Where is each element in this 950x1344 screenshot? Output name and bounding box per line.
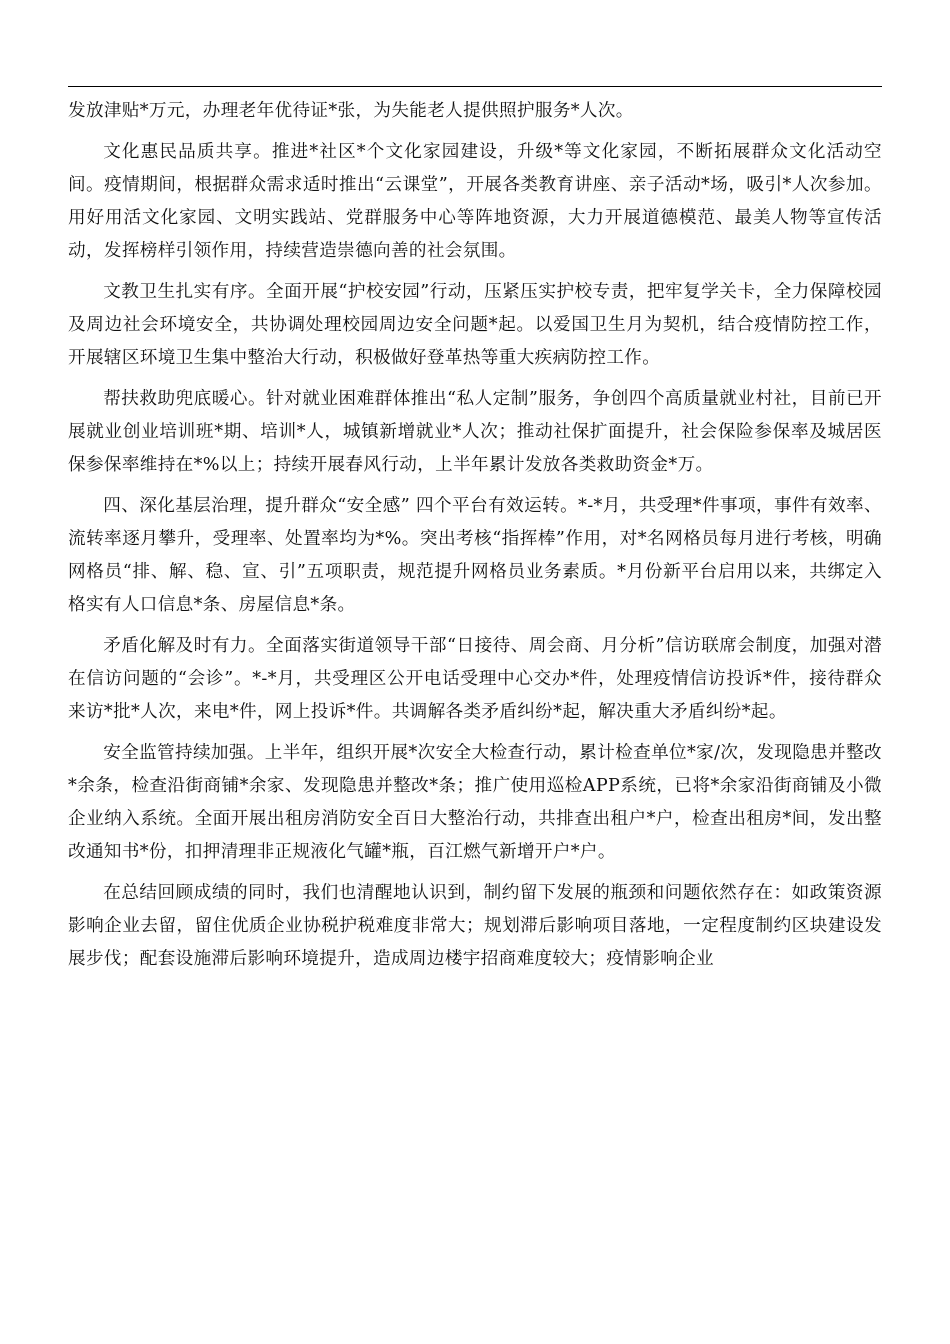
- paragraph-assistance: 帮扶救助兜底暖心。针对就业困难群体推出“私人定制”服务，争创四个高质量就业村社，目前已开展就业创业培训班*期、培训*人，城镇新增就业*人次；推动社保扩面提升，社会保险参保率及城居医保参保率维持在*%以上；持续开展春风行动，上半年累计发放各类救助资金*万。: [68, 389, 882, 475]
- header-rule: [68, 86, 882, 87]
- paragraph-summary: 在总结回顾成绩的同时，我们也清醒地认识到，制约留下发展的瓶颈和问题依然存在：如政策资源影响企业去留，留住优质企业协税护税难度非常大；规划滞后影响项目落地，一定程度制约区块建设发展步伐；配套设施滞后影响环境提升，造成周边楼宇招商难度较大；疫情影响企业: [68, 883, 882, 969]
- paragraph-safety-supervision: 安全监管持续加强。上半年，组织开展*次安全大检查行动，累计检查单位*家/次，发现隐患并整改*余条，检查沿街商铺*余家、发现隐患并整改*条；推广使用巡检APP系统，已将*余家沿街商铺及小微企业纳入系统。全面开展出租房消防安全百日大整治行动，共排查出租户*户，检查出租房*间，发出整改通知书*份，扣押清理非正规液化气罐*瓶，百江燃气新增开户*户。: [68, 743, 882, 862]
- paragraph-dispute-resolution: 矛盾化解及时有力。全面落实街道领导干部“日接待、周会商、月分析”信访联席会制度，加强对潜在信访问题的“会诊”。*-*月，共受理区公开电话受理中心交办*件，处理疫情信访投诉*件，接待群众来访*批*人次，来电*件，网上投诉*件。共调解各类矛盾纠纷*起，解决重大矛盾纠纷*起。: [68, 636, 882, 722]
- document-body: [68, 95, 882, 984]
- paragraph-governance: 四、深化基层治理，提升群众“安全感” 四个平台有效运转。*-*月，共受理*件事项，事件有效率、流转率逐月攀升，受理率、处置率均为*%。突出考核“指挥棒”作用，对*名网格员每月进行考核，明确网格员“排、解、稳、宣、引”五项职责，规范提升网格员业务素质。*月份新平台启用以来，共绑定入格实有人口信息*条、房屋信息*条。: [68, 496, 882, 615]
- paragraph-education-health: 文教卫生扎实有序。全面开展“护校安园”行动，压紧压实护校专责，把牢复学关卡，全力保障校园及周边社会环境安全，共协调处理校园周边安全问题*起。以爱国卫生月为契机，结合疫情防控工作，开展辖区环境卫生集中整治大行动，积极做好登革热等重大疾病防控工作。: [68, 282, 882, 368]
- paragraph-continuation: 发放津贴*万元，办理老年优待证*张，为失能老人提供照护服务*人次。: [68, 101, 634, 121]
- paragraph-culture: 文化惠民品质共享。推进*社区*个文化家园建设，升级*等文化家园，不断拓展群众文化活动空间。疫情期间，根据群众需求适时推出“云课堂”，开展各类教育讲座、亲子活动*场，吸引*人次参加。用好用活文化家园、文明实践站、党群服务中心等阵地资源，大力开展道德模范、最美人物等宣传活动，发挥榜样引领作用，持续营造崇德向善的社会氛围。: [68, 142, 882, 261]
